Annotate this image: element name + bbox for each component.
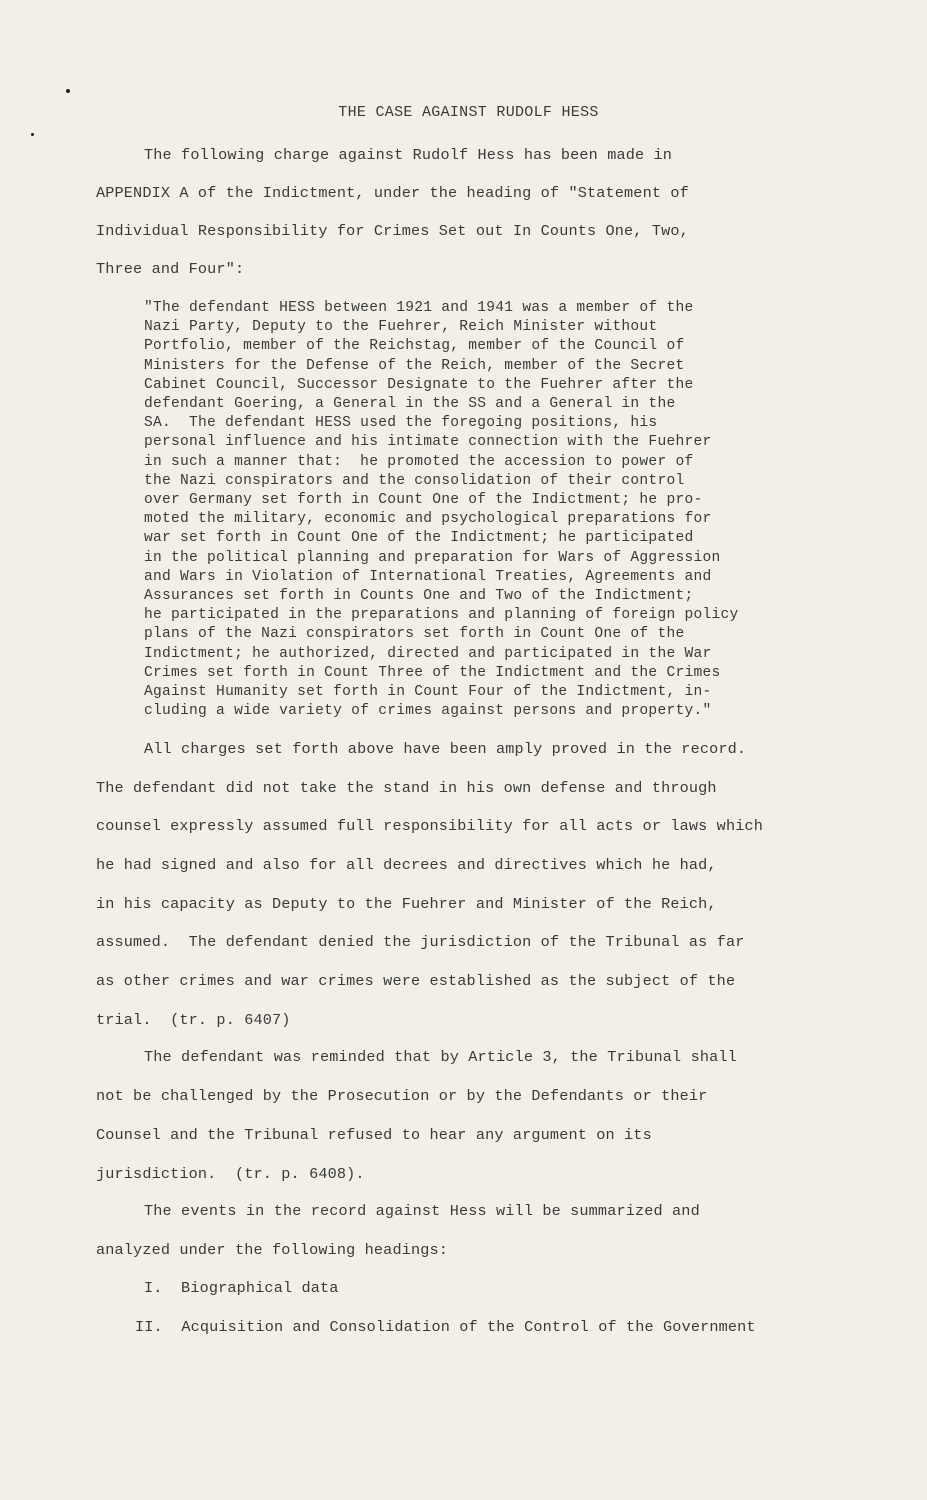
quote-line: over Germany set forth in Count One of the Indictment; he pro- — [144, 492, 703, 509]
body-line: jurisdiction. (tr. p. 6408). — [96, 1165, 365, 1183]
intro-line: The following charge against Rudolf Hess has been made in — [144, 146, 673, 164]
intro-line: APPENDIX A of the Indictment, under the heading of "Statement of — [96, 184, 689, 202]
quote-line: Cabinet Council, Successor Designate to the Fuehrer after the — [144, 376, 694, 393]
body-line: in his capacity as Deputy to the Fuehrer and Minister of the Reich, — [96, 895, 717, 913]
body-line: All charges set forth above have been amply proved in the record. — [144, 740, 747, 758]
quote-line: Nazi Party, Deputy to the Fuehrer, Reich Minister without — [144, 319, 658, 336]
quote-line: moted the military, economic and psychological preparations for — [144, 511, 712, 528]
quote-line: Crimes set forth in Count Three of the Indictment and the Crimes — [144, 664, 721, 681]
quote-line: in the political planning and preparation for Wars of Aggression — [144, 549, 721, 566]
quote-line: Assurances set forth in Counts One and Two of the Indictment; — [144, 588, 694, 605]
body-line: The defendant was reminded that by Article 3, the Tribunal shall — [144, 1048, 737, 1066]
heading-item: II. Acquisition and Consolidation of the Control of the Government — [135, 1318, 756, 1336]
ink-dot — [31, 133, 34, 136]
quote-line: war set forth in Count One of the Indictment; he participated — [144, 530, 694, 547]
body-line: assumed. The defendant denied the jurisdiction of the Tribunal as far — [96, 933, 745, 951]
indictment-quote — [144, 299, 739, 721]
quote-line: he participated in the preparations and planning of foreign policy — [144, 607, 739, 624]
quote-line: and Wars in Violation of International Treaties, Agreements and — [144, 568, 712, 585]
intro-line: Three and Four": — [96, 260, 245, 278]
quote-line: Ministers for the Defense of the Reich, member of the Secret — [144, 357, 685, 374]
quote-line: defendant Goering, a General in the SS and a General in the — [144, 396, 676, 413]
quote-line: personal influence and his intimate connection with the Fuehrer — [144, 434, 712, 451]
quote-line: "The defendant HESS between 1921 and 1941 was a member of the — [144, 300, 694, 316]
body-line: Counsel and the Tribunal refused to hear any argument on its — [96, 1126, 652, 1144]
body-line: counsel expressly assumed full responsibility for all acts or laws which — [96, 817, 764, 835]
body-line: as other crimes and war crimes were established as the subject of the — [96, 972, 736, 990]
body-line: analyzed under the following headings: — [96, 1241, 449, 1259]
body-line: The events in the record against Hess will be summarized and — [144, 1202, 700, 1220]
quote-line: in such a manner that: he promoted the accession to power of — [144, 453, 694, 470]
quote-line: Indictment; he authorized, directed and participated in the War — [144, 645, 712, 662]
ink-dot — [66, 89, 70, 93]
body-line: he had signed and also for all decrees and directives which he had, — [96, 856, 717, 874]
intro-line: Individual Responsibility for Crimes Set out In Counts One, Two, — [96, 222, 689, 240]
quote-line: the Nazi conspirators and the consolidation of their control — [144, 472, 685, 489]
heading-item: I. Biographical data — [144, 1279, 339, 1297]
quote-line: plans of the Nazi conspirators set forth in Count One of the — [144, 626, 685, 643]
quote-line: Against Humanity set forth in Count Four of the Indictment, in- — [144, 684, 712, 701]
quote-line: Portfolio, member of the Reichstag, member of the Council of — [144, 338, 685, 355]
body-line: not be challenged by the Prosecution or by the Defendants or their — [96, 1087, 708, 1105]
document-title: THE CASE AGAINST RUDOLF HESS — [338, 104, 599, 121]
quote-line: SA. The defendant HESS used the foregoing positions, his — [144, 415, 658, 432]
quote-line: cluding a wide variety of crimes against persons and property." — [144, 703, 712, 720]
body-line: trial. (tr. p. 6407) — [96, 1011, 291, 1029]
body-line: The defendant did not take the stand in his own defense and through — [96, 779, 717, 797]
